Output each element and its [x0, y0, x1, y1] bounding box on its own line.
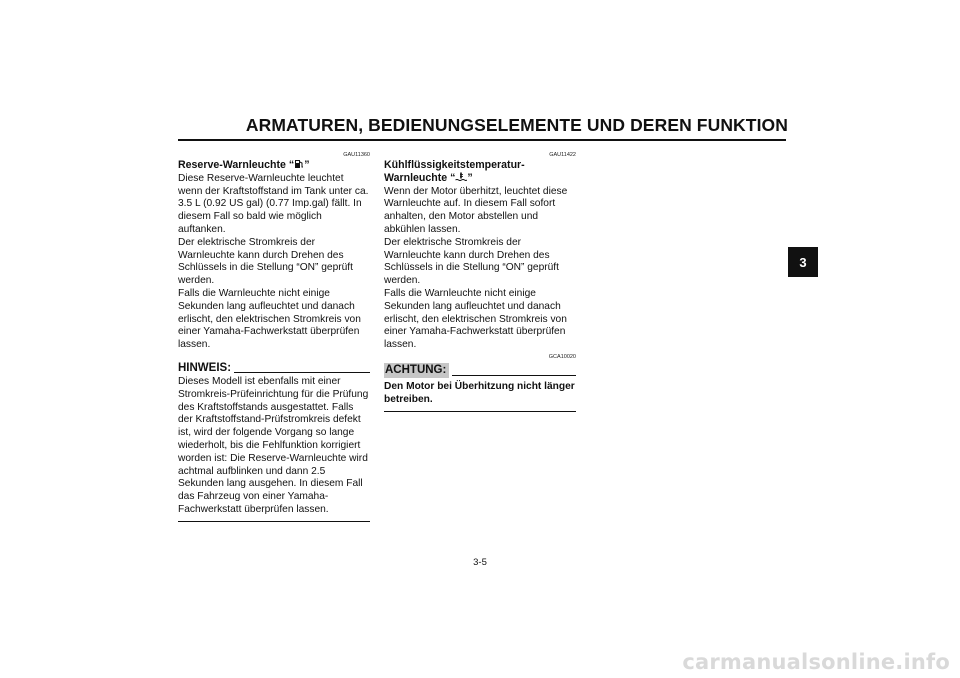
section-heading [178, 159, 370, 173]
note-end-rule [178, 521, 370, 522]
body-paragraph: Falls die Warnleuchte nicht einige Sekunden lang aufleuchtet und danach erlischt, den elektrischen Stromkreis von einer Yamaha-Fachwerkstatt überprüfen lassen. [178, 287, 361, 351]
caution-header [384, 363, 576, 378]
left-column [178, 152, 370, 522]
heading-text-start: Warnleuchte “ [384, 171, 456, 184]
header-rule [178, 139, 786, 141]
heading-line-2 [384, 172, 576, 186]
chapter-tab: 3 [788, 247, 818, 277]
heading-text-end: ” [467, 171, 473, 184]
page-number: 3-5 [473, 557, 487, 568]
watermark: carmanualsonline.info [682, 650, 950, 674]
right-column [384, 152, 576, 412]
note-rule [234, 372, 370, 373]
section-code: GAU11360 [343, 152, 370, 158]
note-label: HINWEIS: [178, 361, 232, 374]
coolant-temperature-icon [455, 172, 467, 186]
section-code: GAU11422 [549, 152, 576, 158]
note-text: Dieses Modell ist ebenfalls mit einer Stromkreis-Prüfeinrichtung für die Prüfung des Kraftstoffstands ausgestattet. Falls der Kraftstoffstand-Prüfstromkreis defekt ist, wird der folgende Vorgang so lange wiederholt, bis die Fehlfunktion korrigiert worden ist: Die Reserve-Warnleuchte wird achtmal aufblinken und dann 2.5 Sekunden lang ausgehen. In diesem Fall das Fahrzeug von einer Yamaha-Fachwerkstatt überprüfen lassen. [178, 375, 369, 515]
caution-label: ACHTUNG: [384, 363, 449, 378]
caution-code: GCA10020 [548, 353, 576, 360]
body-paragraph: Der elektrische Stromkreis der Warnleuchte kann durch Drehen des Schlüssels in die Stellung “ON” geprüft werden. [178, 236, 353, 287]
caution-text: Den Motor bei Überhitzung nicht länger betreiben. [384, 380, 575, 405]
caution-rule [452, 375, 576, 376]
fuel-pump-icon [294, 159, 304, 173]
body-paragraph: Der elektrische Stromkreis der Warnleuchte kann durch Drehen des Schlüssels in die Stellung “ON” geprüft werden. [384, 236, 559, 287]
heading-line-1: Kühlflüssigkeitstemperatur- [384, 159, 525, 171]
heading-text-start: Reserve-Warnleuchte “ [178, 159, 295, 171]
body-paragraph: Wenn der Motor überhitzt, leuchtet diese Warnleuchte auf. In diesem Fall sofort anhalten, den Motor abstellen und abkühlen lassen. [384, 185, 568, 235]
body-paragraph: Falls die Warnleuchte nicht einige Sekunden lang aufleuchtet und danach erlischt, den elektrischen Stromkreis von einer Yamaha-Fachwerkstatt überprüfen lassen. [384, 287, 567, 351]
body-paragraph: Diese Reserve-Warnleuchte leuchtet wenn der Kraftstoffstand im Tank unter ca. 3.5 L (0.92 US gal) (0.77 Imp.gal) fällt. In diesem Fall so bald wie möglich auftanken. [178, 172, 369, 235]
heading-text-end: ” [304, 159, 310, 171]
page-title: ARMATUREN, BEDIENUNGSELEMENTE UND DEREN FUNKTION [245, 115, 788, 135]
section-heading [384, 159, 576, 186]
caution-end-rule [384, 411, 576, 412]
note-header [178, 362, 370, 375]
